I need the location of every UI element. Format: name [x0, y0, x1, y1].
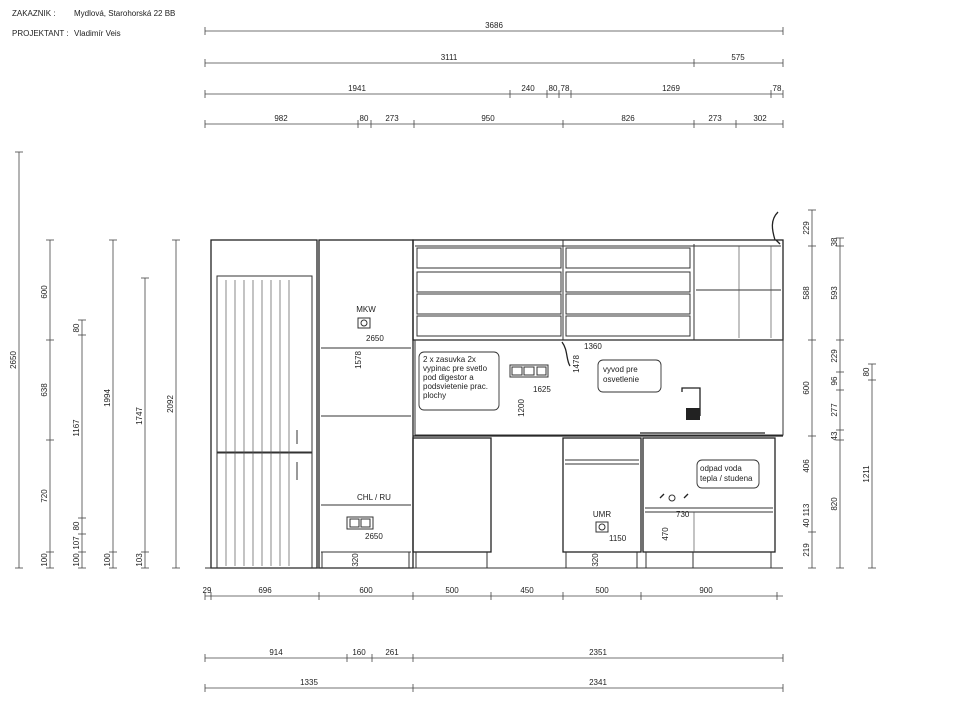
dim-left-100a: 100	[40, 553, 49, 567]
dim-left-2650: 2650	[9, 351, 18, 369]
sockets-note-line5: plochy	[423, 391, 447, 400]
dim-1200: 1200	[517, 399, 526, 417]
dim-left-80b: 80	[72, 521, 81, 531]
dim-320-right: 320	[591, 553, 600, 567]
dim-top-302: 302	[753, 114, 767, 123]
dim-top-total: 3686	[485, 21, 503, 30]
dim-bottom-500b: 500	[595, 586, 609, 595]
bottom-dimensions	[203, 586, 783, 692]
dim-top-575: 575	[731, 53, 745, 62]
dim-right-600: 600	[802, 381, 811, 395]
dim-320-left: 320	[351, 553, 360, 567]
right-dimensions	[802, 210, 876, 568]
dim-bottom-2341: 2341	[589, 678, 607, 687]
dim-top-982: 982	[274, 114, 288, 123]
dim-2650-chl: 2650	[365, 532, 383, 541]
dim-right-229a: 229	[802, 221, 811, 235]
cable-icon	[772, 212, 780, 244]
dim-left-720: 720	[40, 489, 49, 503]
drain-note	[697, 460, 759, 488]
dim-left-100c: 100	[103, 553, 112, 567]
socket-icon	[358, 318, 370, 328]
socket-icon	[347, 517, 373, 529]
customer-label: ZAKAZNIK :	[12, 9, 56, 18]
dim-right-43: 43	[830, 431, 839, 441]
dim-bottom-600a: 600	[359, 586, 373, 595]
dim-1478: 1478	[572, 355, 581, 373]
sockets-note-line2: vypinac pre svetlo	[423, 364, 488, 373]
light-note	[598, 360, 661, 392]
light-note-line1: vyvod pre	[603, 365, 638, 374]
dim-right-820: 820	[830, 497, 839, 511]
label-umr: UMR	[592, 510, 612, 519]
dim-bottom-914: 914	[269, 648, 283, 657]
dim-top-240: 240	[521, 84, 535, 93]
top-dimensions	[205, 21, 783, 128]
socket-icon	[596, 522, 608, 532]
dim-bottom-696: 696	[258, 586, 272, 595]
dim-1360: 1360	[584, 342, 602, 351]
cable-icon	[562, 342, 570, 366]
faucet-icon	[640, 388, 765, 433]
dim-right-113: 113	[802, 503, 811, 517]
dim-right-38: 38	[830, 237, 839, 247]
dim-right-277: 277	[830, 403, 839, 417]
dim-right-219: 219	[802, 543, 811, 557]
label-mkw: MKW	[356, 305, 376, 314]
dim-top-78a: 78	[560, 84, 570, 93]
sockets-note	[419, 352, 499, 410]
label-chl-ru: CHL / RU	[357, 493, 391, 502]
upper-cabinets	[413, 240, 783, 340]
dim-left-2092: 2092	[166, 395, 175, 413]
dim-right-1211: 1211	[862, 465, 871, 483]
dim-top-950: 950	[481, 114, 495, 123]
dim-bottom-900: 900	[699, 586, 713, 595]
left-dimensions	[9, 152, 180, 568]
dim-top-80: 80	[548, 84, 558, 93]
sockets-note-line1: 2 x zasuvka 2x	[423, 355, 476, 364]
light-note-line2: osvetlenie	[603, 375, 640, 384]
dim-bottom-261: 261	[385, 648, 399, 657]
dim-left-1747: 1747	[135, 407, 144, 425]
dim-bottom-450: 450	[520, 586, 534, 595]
dim-left-107: 107	[72, 536, 81, 550]
dim-bottom-160: 160	[352, 648, 366, 657]
dim-top-273b: 273	[708, 114, 722, 123]
dim-left-638: 638	[40, 383, 49, 397]
dim-left-100b: 100	[72, 553, 81, 567]
valve-icon	[660, 494, 688, 501]
sockets-note-line4: podsvietenie prac.	[423, 382, 488, 391]
drain-note-line1: odpad voda	[700, 464, 742, 473]
dim-1625: 1625	[533, 385, 551, 394]
socket-icon	[510, 365, 548, 377]
dim-left-103: 103	[135, 553, 144, 567]
dim-2650-mkw: 2650	[366, 334, 384, 343]
dim-top-273a: 273	[385, 114, 399, 123]
dim-right-593: 593	[830, 286, 839, 300]
dim-top-80b: 80	[359, 114, 369, 123]
base-cabinets	[322, 438, 775, 568]
dim-left-80a: 80	[72, 323, 81, 333]
dim-1150: 1150	[609, 534, 627, 543]
dim-1578: 1578	[354, 351, 363, 369]
dim-right-80: 80	[862, 367, 871, 377]
designer-label: PROJEKTANT :	[12, 29, 69, 38]
dim-left-1994: 1994	[103, 389, 112, 407]
dim-top-3111: 3111	[440, 53, 458, 62]
dim-730: 730	[676, 510, 690, 519]
dim-right-588: 588	[802, 286, 811, 300]
dim-bottom-1335: 1335	[300, 678, 318, 687]
dim-top-1941: 1941	[348, 84, 366, 93]
sockets-note-line3: pod digestor a	[423, 373, 474, 382]
dim-right-229b: 229	[830, 349, 839, 363]
dim-left-600: 600	[40, 285, 49, 299]
dim-right-96: 96	[830, 376, 839, 386]
dim-bottom-2351: 2351	[589, 648, 607, 657]
dim-right-406: 406	[802, 459, 811, 473]
designer-value: Vladimír Veis	[74, 29, 121, 38]
dim-left-1167: 1167	[72, 419, 81, 437]
customer-value: Mydlová, Starohorská 22 BB	[74, 9, 176, 18]
fridge-column	[211, 240, 317, 568]
dim-right-40: 40	[802, 518, 811, 528]
dim-top-826: 826	[621, 114, 635, 123]
dim-top-78b: 78	[772, 84, 782, 93]
dim-top-1269: 1269	[662, 84, 680, 93]
dim-bottom-29: 29	[202, 586, 212, 595]
dim-bottom-500a: 500	[445, 586, 459, 595]
appliance-column	[319, 240, 413, 568]
drain-note-line2: tepla / studena	[700, 474, 753, 483]
dim-470: 470	[661, 527, 670, 541]
